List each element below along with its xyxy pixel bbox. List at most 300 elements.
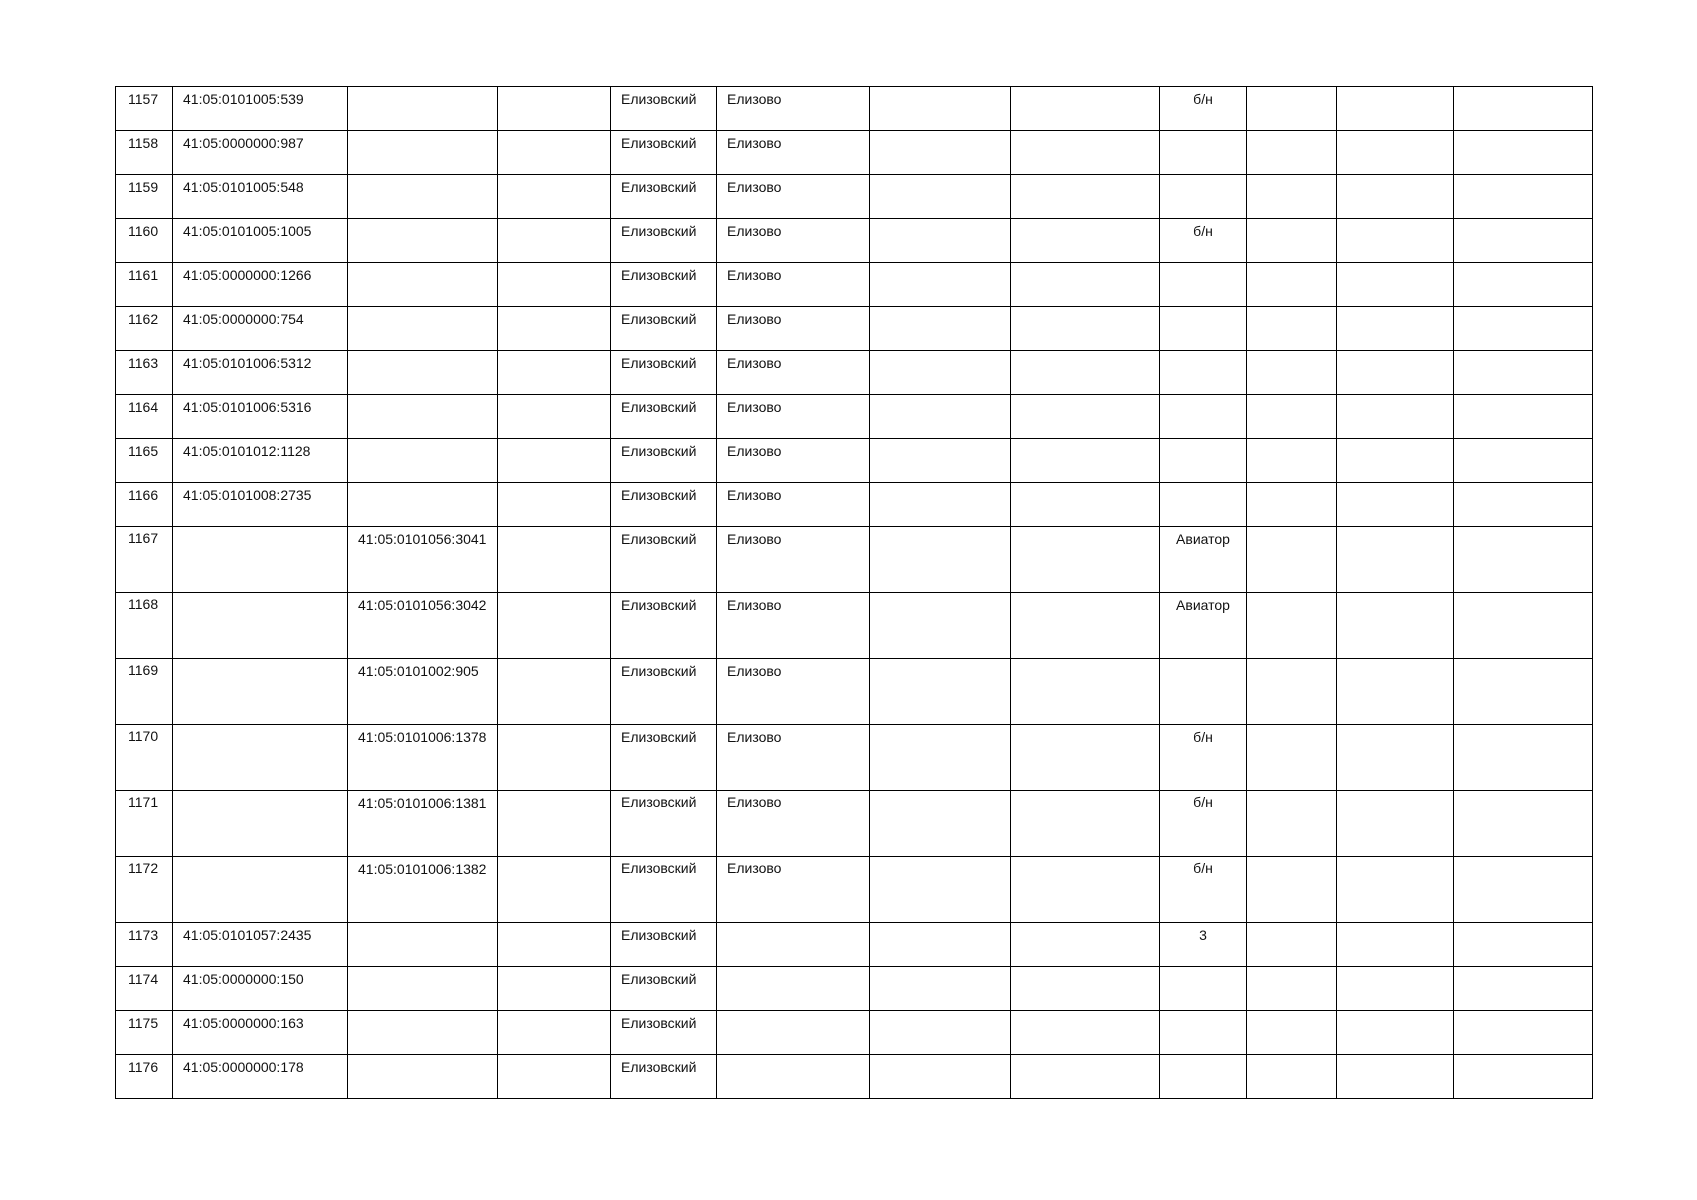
empty-cell [1247,791,1337,857]
locality-cell [717,593,870,659]
cadastral-number-text: 41:05:0000000:1266 [183,267,312,283]
table-row [116,725,1593,791]
empty-cell [870,87,1011,131]
building-cadastral-number-cell [348,593,498,659]
locality-cell [717,87,870,131]
empty-cell [1337,1011,1454,1055]
locality-text: Елизово [727,443,782,459]
locality-cell [717,791,870,857]
building-cadastral-number-text [348,967,497,968]
empty-cell [1454,725,1593,791]
building-cadastral-number-cell [348,791,498,857]
locality-cell [717,219,870,263]
house-number-cell [1160,175,1247,219]
empty-cell [1011,439,1160,483]
empty-cell [1011,923,1160,967]
cadastral-number-text: 41:05:0101006:5316 [183,399,312,415]
cadastral-number-text: 41:05:0101012:1128 [183,443,311,459]
house-number-cell [1160,439,1247,483]
empty-cell [1454,87,1593,131]
locality-cell [717,659,870,725]
empty-cell [1337,263,1454,307]
table-row [116,131,1593,175]
building-cadastral-number-text [348,483,497,484]
empty-cell [1011,725,1160,791]
cadastral-number-text [173,857,347,858]
table-row [116,351,1593,395]
cadastral-number-cell [173,395,348,439]
cadastral-number-cell [173,791,348,857]
house-number-cell [1160,219,1247,263]
empty-cell [870,131,1011,175]
row-number-cell [116,131,173,175]
empty-cell [498,659,611,725]
cadastral-number-text: 41:05:0101006:5312 [183,355,312,371]
building-cadastral-number-cell [348,87,498,131]
empty-cell [1454,791,1593,857]
empty-cell [498,131,611,175]
locality-cell [717,263,870,307]
locality-cell [717,307,870,351]
empty-cell [1011,307,1160,351]
empty-cell [498,395,611,439]
row-number-text: 1164 [128,399,159,415]
locality-text: Елизово [727,729,782,745]
cadastral-number-text: 41:05:0101005:548 [183,179,304,195]
building-cadastral-number-cell [348,483,498,527]
house-number-text: б/н [1193,729,1213,745]
table-body [116,87,1593,1099]
district-text: Елизовский [621,663,697,679]
house-number-cell [1160,923,1247,967]
empty-cell [1454,175,1593,219]
locality-cell [717,483,870,527]
house-number-text: б/н [1193,794,1213,810]
district-text: Елизовский [621,399,697,415]
locality-cell [717,857,870,923]
district-text: Елизовский [621,311,697,327]
district-text: Елизовский [621,860,697,876]
district-text: Елизовский [621,1015,697,1031]
building-cadastral-number-cell [348,439,498,483]
empty-cell [1454,1055,1593,1099]
empty-cell [1337,351,1454,395]
row-number-cell [116,1011,173,1055]
empty-cell [870,395,1011,439]
house-number-cell [1160,1011,1247,1055]
empty-cell [498,923,611,967]
table-row [116,439,1593,483]
empty-cell [1247,175,1337,219]
row-number-text: 1165 [128,443,159,459]
empty-cell [1454,659,1593,725]
building-cadastral-number-text [348,439,497,440]
locality-text: Елизово [727,135,782,151]
empty-cell [1454,351,1593,395]
row-number-text: 1162 [128,311,159,327]
house-number-text [1160,175,1246,176]
locality-cell [717,967,870,1011]
cadastral-number-cell [173,307,348,351]
empty-cell [1337,857,1454,923]
row-number-cell [116,791,173,857]
empty-cell [1011,1011,1160,1055]
empty-cell [1247,307,1337,351]
cadastral-number-cell [173,527,348,593]
building-cadastral-number-cell [348,351,498,395]
building-cadastral-number-cell [348,131,498,175]
empty-cell [1011,1055,1160,1099]
locality-cell [717,725,870,791]
district-text: Елизовский [621,135,697,151]
building-cadastral-number-cell [348,923,498,967]
empty-cell [498,1055,611,1099]
row-number-text: 1170 [128,728,159,744]
empty-cell [870,307,1011,351]
house-number-cell [1160,395,1247,439]
locality-text: Елизово [727,794,782,810]
district-cell [611,175,717,219]
locality-cell [717,395,870,439]
table-row [116,923,1593,967]
house-number-cell [1160,857,1247,923]
cadastral-number-cell [173,219,348,263]
locality-text: Елизово [727,531,782,547]
house-number-text [1160,1055,1246,1056]
row-number-cell [116,527,173,593]
house-number-cell [1160,791,1247,857]
house-number-text [1160,307,1246,308]
row-number-text: 1174 [128,971,159,987]
empty-cell [870,659,1011,725]
row-number-cell [116,483,173,527]
row-number-cell [116,967,173,1011]
empty-cell [1337,659,1454,725]
empty-cell [870,483,1011,527]
empty-cell [1011,857,1160,923]
empty-cell [498,87,611,131]
empty-cell [870,725,1011,791]
cadastral-number-text: 41:05:0000000:178 [183,1059,304,1075]
row-number-cell [116,659,173,725]
locality-cell [717,131,870,175]
cadastral-number-text [173,527,347,528]
district-text: Елизовский [621,971,697,987]
table-row [116,527,1593,593]
building-cadastral-number-text [348,1011,497,1012]
district-text: Елизовский [621,267,697,283]
house-number-cell [1160,593,1247,659]
district-cell [611,1055,717,1099]
building-cadastral-number-cell [348,1011,498,1055]
district-cell [611,527,717,593]
house-number-text: 3 [1199,927,1207,943]
locality-text: Елизово [727,860,782,876]
empty-cell [1247,263,1337,307]
cadastral-number-cell [173,725,348,791]
empty-cell [1247,351,1337,395]
cadastral-number-cell [173,351,348,395]
empty-cell [1011,175,1160,219]
table-row [116,1011,1593,1055]
empty-cell [1011,395,1160,439]
row-number-text: 1166 [128,487,159,503]
empty-cell [1247,395,1337,439]
cadastral-number-cell [173,857,348,923]
building-cadastral-number-text: 41:05:0101006:1381 [358,795,487,811]
row-number-text: 1160 [128,223,159,239]
house-number-text: б/н [1193,860,1213,876]
empty-cell [498,791,611,857]
locality-cell [717,175,870,219]
district-cell [611,1011,717,1055]
row-number-text: 1176 [128,1059,159,1075]
house-number-text [1160,131,1246,132]
empty-cell [870,219,1011,263]
row-number-cell [116,593,173,659]
cadastral-number-text: 41:05:0000000:987 [183,135,304,151]
district-cell [611,923,717,967]
row-number-text: 1158 [128,135,159,151]
empty-cell [870,351,1011,395]
cadastral-number-text: 41:05:0000000:754 [183,311,304,327]
house-number-cell [1160,659,1247,725]
empty-cell [1454,923,1593,967]
house-number-cell [1160,483,1247,527]
empty-cell [498,527,611,593]
row-number-cell [116,857,173,923]
empty-cell [498,483,611,527]
empty-cell [870,593,1011,659]
building-cadastral-number-text [348,395,497,396]
row-number-cell [116,263,173,307]
table-row [116,483,1593,527]
empty-cell [498,1011,611,1055]
empty-cell [870,527,1011,593]
locality-cell [717,1055,870,1099]
building-cadastral-number-cell [348,1055,498,1099]
empty-cell [1011,791,1160,857]
district-cell [611,307,717,351]
table-row [116,175,1593,219]
row-number-text: 1173 [128,927,159,943]
locality-text: Елизово [727,91,782,107]
empty-cell [1011,483,1160,527]
building-cadastral-number-text: 41:05:0101006:1378 [358,729,487,745]
locality-text: Елизово [727,179,782,195]
district-cell [611,263,717,307]
district-cell [611,857,717,923]
empty-cell [870,1055,1011,1099]
empty-cell [1011,219,1160,263]
locality-text: Елизово [727,399,782,415]
empty-cell [1454,219,1593,263]
empty-cell [1337,791,1454,857]
house-number-text [1160,1011,1246,1012]
locality-text: Елизово [727,597,782,613]
building-cadastral-number-text [348,175,497,176]
house-number-cell [1160,351,1247,395]
row-number-text: 1159 [128,179,159,195]
table-row [116,263,1593,307]
house-number-text [1160,967,1246,968]
district-text: Елизовский [621,487,697,503]
locality-cell [717,923,870,967]
row-number-cell [116,1055,173,1099]
empty-cell [498,175,611,219]
empty-cell [1454,857,1593,923]
row-number-cell [116,923,173,967]
row-number-text: 1168 [128,596,159,612]
empty-cell [498,263,611,307]
cadastral-number-text [173,593,347,594]
district-cell [611,351,717,395]
house-number-text [1160,351,1246,352]
empty-cell [870,923,1011,967]
building-cadastral-number-cell [348,967,498,1011]
cadastral-number-text: 41:05:0000000:163 [183,1015,304,1031]
house-number-text [1160,483,1246,484]
empty-cell [1454,307,1593,351]
district-cell [611,439,717,483]
building-cadastral-number-text [348,87,497,88]
locality-cell [717,439,870,483]
locality-text [717,1055,869,1056]
empty-cell [1337,967,1454,1011]
empty-cell [1011,659,1160,725]
empty-cell [1011,131,1160,175]
empty-cell [1011,351,1160,395]
empty-cell [1337,483,1454,527]
empty-cell [1454,483,1593,527]
empty-cell [1247,87,1337,131]
empty-cell [1337,923,1454,967]
empty-cell [498,351,611,395]
empty-cell [870,439,1011,483]
empty-cell [1247,659,1337,725]
district-cell [611,791,717,857]
cadastral-number-text: 41:05:0101005:539 [183,91,304,107]
building-cadastral-number-cell [348,395,498,439]
house-number-cell [1160,307,1247,351]
row-number-cell [116,395,173,439]
building-cadastral-number-text [348,1055,497,1056]
empty-cell [1247,131,1337,175]
cadastral-number-text [173,659,347,660]
empty-cell [1337,593,1454,659]
district-text: Елизовский [621,355,697,371]
locality-text: Елизово [727,355,782,371]
locality-text: Елизово [727,223,782,239]
cadastral-number-cell [173,659,348,725]
empty-cell [1454,1011,1593,1055]
empty-cell [1337,1055,1454,1099]
locality-cell [717,527,870,593]
locality-text [717,923,869,924]
cadastral-number-cell [173,1011,348,1055]
empty-cell [498,307,611,351]
building-cadastral-number-text [348,131,497,132]
house-number-cell [1160,967,1247,1011]
empty-cell [1247,725,1337,791]
district-text: Елизовский [621,794,697,810]
table-row [116,87,1593,131]
empty-cell [1011,527,1160,593]
empty-cell [498,219,611,263]
empty-cell [1454,439,1593,483]
empty-cell [498,593,611,659]
empty-cell [1247,439,1337,483]
empty-cell [1247,527,1337,593]
cadastral-number-cell [173,175,348,219]
row-number-cell [116,175,173,219]
empty-cell [1337,395,1454,439]
cadastral-number-cell [173,967,348,1011]
empty-cell [1247,857,1337,923]
row-number-text: 1167 [128,530,159,546]
building-cadastral-number-cell [348,725,498,791]
building-cadastral-number-text: 41:05:0101002:905 [358,663,479,679]
district-cell [611,219,717,263]
table-row [116,659,1593,725]
cadastral-number-cell [173,131,348,175]
cadastral-number-text: 41:05:0101008:2735 [183,487,312,503]
empty-cell [498,439,611,483]
empty-cell [1454,967,1593,1011]
empty-cell [870,791,1011,857]
land-register-table [115,86,1593,1099]
empty-cell [870,857,1011,923]
house-number-cell [1160,131,1247,175]
district-text: Елизовский [621,223,697,239]
locality-text: Елизово [727,311,782,327]
empty-cell [1011,593,1160,659]
row-number-cell [116,87,173,131]
district-text: Елизовский [621,91,697,107]
cadastral-number-cell [173,1055,348,1099]
empty-cell [1337,175,1454,219]
empty-cell [1454,131,1593,175]
district-text: Елизовский [621,1059,697,1075]
house-number-cell [1160,725,1247,791]
district-cell [611,483,717,527]
house-number-text: б/н [1193,91,1213,107]
empty-cell [1011,87,1160,131]
empty-cell [1454,263,1593,307]
cadastral-number-cell [173,263,348,307]
building-cadastral-number-text: 41:05:0101006:1382 [358,861,487,877]
cadastral-number-cell [173,923,348,967]
empty-cell [1247,1055,1337,1099]
building-cadastral-number-text: 41:05:0101056:3042 [358,597,487,613]
row-number-cell [116,725,173,791]
building-cadastral-number-cell [348,263,498,307]
cadastral-number-cell [173,87,348,131]
district-cell [611,395,717,439]
house-number-cell [1160,263,1247,307]
house-number-cell [1160,87,1247,131]
building-cadastral-number-cell [348,659,498,725]
empty-cell [1454,593,1593,659]
table-row [116,1055,1593,1099]
building-cadastral-number-text [348,219,497,220]
empty-cell [1337,131,1454,175]
row-number-cell [116,439,173,483]
building-cadastral-number-cell [348,307,498,351]
cadastral-number-text: 41:05:0101005:1005 [183,223,312,239]
district-text: Елизовский [621,443,697,459]
table-row [116,395,1593,439]
